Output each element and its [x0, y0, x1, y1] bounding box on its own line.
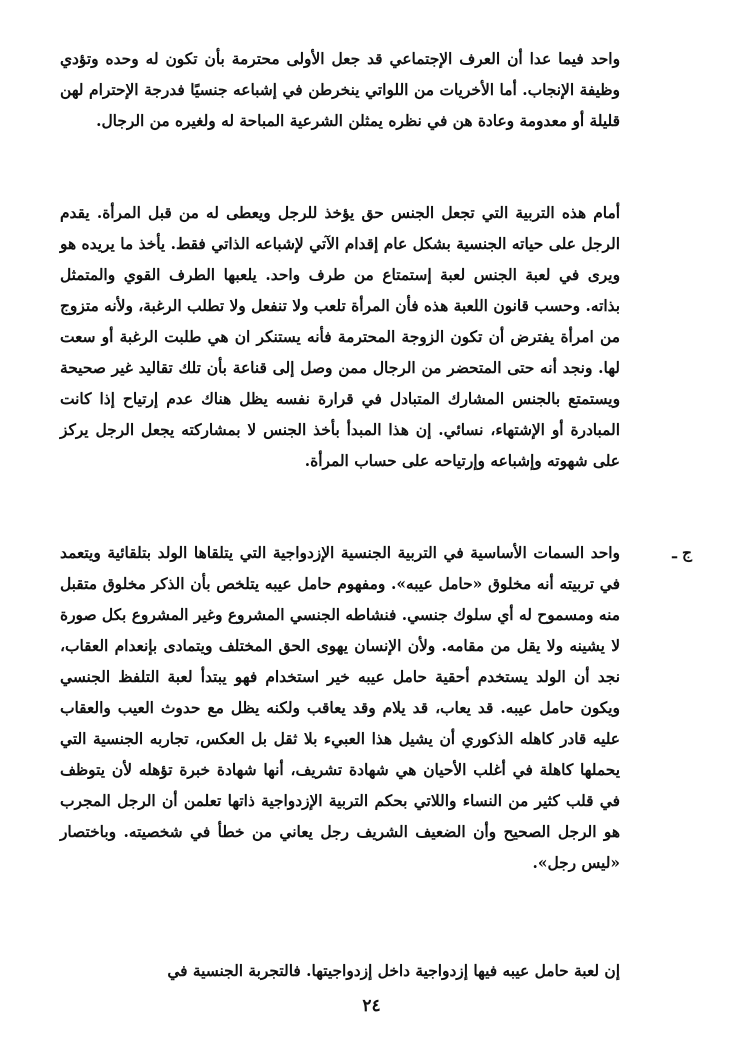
paragraph: أمام هذه التربية التي تجعل الجنس حق يؤخذ للرجل ويعطى له من قبل المرأة. يقدم الرجل على حياته الجنسية بشكل عام إقدام الآتي لإشباعه الذاتي فقط. يأخذ ما يريده هو ويرى في لعبة الجنس لعبة إستمتاع من طرف واحد. يلعبها الطرف القوي والمتمثل بذاته. وحسب قانون اللعبة هذه فأن المرأة تلعب ولا تنفعل ولا تطلب الرغبة، ولأنه متزوج من امرأة يفترض أن تكون الزوجة المحترمة فأنه يستنكر ان هي طلبت الرغبة أو سعت لها. ونجد أنه حتى المتحضر من الرجال ممن وصل إلى قناعة بأن تلك تقاليد غير صحيحة ويستمتع بالجنس المشارك المتبادل في قرارة نفسه يظل هناك عدم إرتياح إذا كانت المبادرة أو الإشتهاء، نسائي. إن هذا المبدأ بأخذ الجنس لا بمشاركته يجعل الرجل يركز على شهوته وإشباعه وإرتياحه على حساب المرأة.: [60, 204, 621, 470]
list-item-marker: ج ـ: [672, 544, 692, 562]
list-item-paragraph: واحد السمات الأساسية في التربية الجنسية الإزدواجية التي يتلقاها الولد بتلقائية ويتعمد في تربيته أنه مخلوق «حامل عيبه». ومفهوم حامل عيبه يتلخص بأن الذكر مخلوق متقبل منه ومسموح له أي سلوك جنسي. فنشاطه الجنسي المشروع وغير المشروع بكل صورة لا يشينه ولا يقل من مقامه. ولأن الإنسان يهوى الحق المختلف ويتمادى بإنعدام العقاب، نجد أن الولد يستخدم أحقية حامل عيبه خير استخدام فهو يبتدأ لعبة التلفظ الجنسي ويكون حامل عيبه. قد يعاب، قد يلام وقد يعاقب ولكنه يظل مع حدوث العيب والعقاب عليه قادر كاهله الذكوري أن يشيل هذا العبيء بلا ثقل بل العكس، تجاربه الجنسية التي يحملها كاهلة في أغلب الأحيان هي شهادة تشريف، أنها شهادة خبرة تؤهله لأن يتوظف في قلب كثير من النساء واللاتي بحكم التربية الإزدواجية ذاتها تعلمن أن الرجل المجرب هو الرجل الصحيح وأن الضعيف الشريف رجل يعاني من خطأ في شخصيته. وباختصار «ليس رجل».: [60, 544, 620, 872]
paragraph-trailing: إن لعبة حامل عيبه فيها إزدواجية داخل إزدواجيتها. فالتجربة الجنسية في: [167, 962, 620, 980]
page-number: ٢٤: [362, 996, 381, 1016]
paragraph-continued: واحد فيما عدا أن العرف الإجتماعي قد جعل الأولى محترمة بأن تكون له وحده وتؤدي وظيفة الإنجاب. أما الأخريات من اللواتي ينخرطن في إشباعه جنسيًا فدرجة الإحترام لهن قليلة أو معدومة وعادة هن في نظره يمثلن الشرعية المباحة له ولغيره من الرجال.: [60, 50, 620, 130]
